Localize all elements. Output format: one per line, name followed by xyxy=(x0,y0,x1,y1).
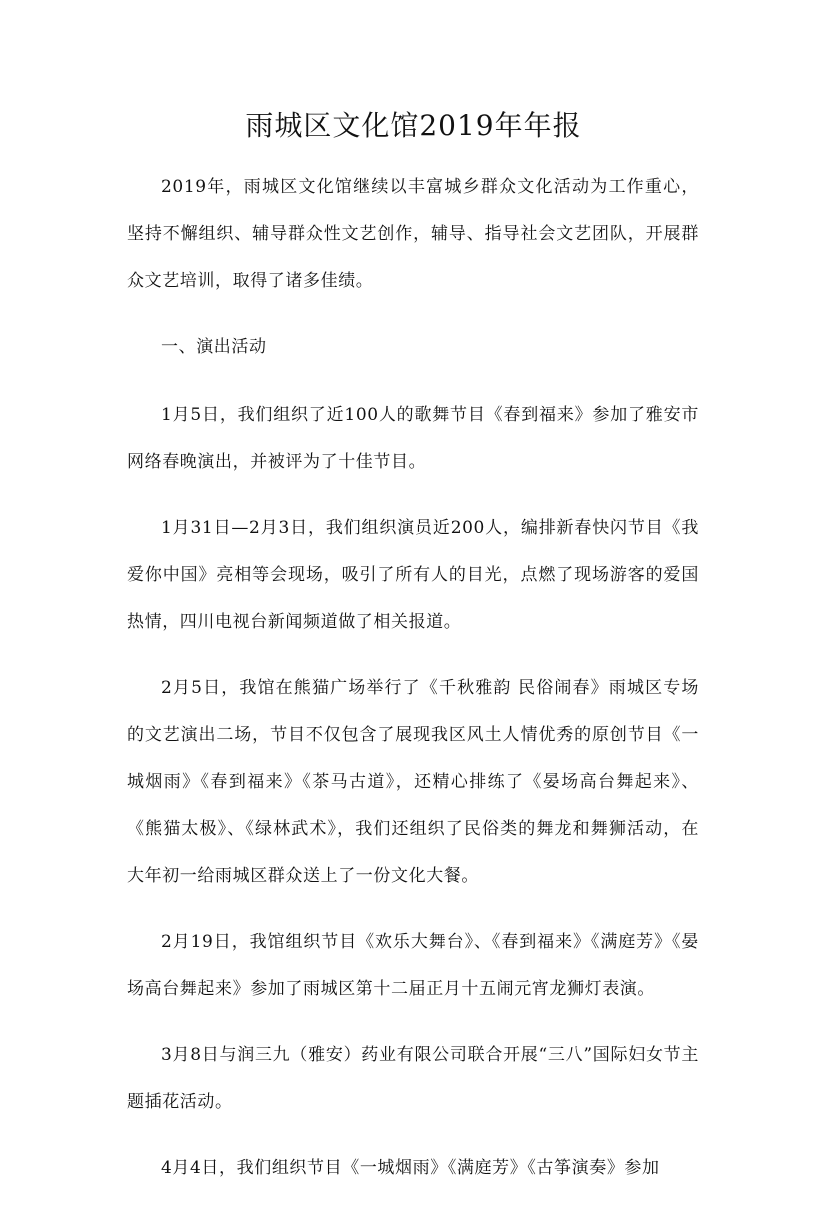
paragraph-intro: 2019年，雨城区文化馆继续以丰富城乡群众文化活动为工作重心，坚持不懈组织、辅导群众性文艺创作，辅导、指导社会文艺团队，开展群众文艺培训，取得了诸多佳绩。 xyxy=(127,177,699,291)
paragraph: 1月31日—2月3日，我们组织演员近200人，编排新春快闪节目《我爱你中国》亮相等会现场，吸引了所有人的目光，点燃了现场游客的爱国热情，四川电视台新闻频道做了相关报道。 xyxy=(127,518,699,632)
paragraph: 3月8日与润三九（雅安）药业有限公司联合开展“三八”国际妇女节主题插花活动。 xyxy=(127,1045,699,1112)
paragraph: 4月4日，我们组织节目《一城烟雨》《满庭芳》《古筝演奏》参加 xyxy=(161,1158,660,1178)
document-title: 雨城区文化馆2019年年报 xyxy=(245,109,582,142)
document-body xyxy=(127,164,699,1211)
paragraph: 1月5日，我们组织了近100人的歌舞节目《春到福来》参加了雅安市网络春晚演出，并被评为了十佳节目。 xyxy=(127,405,699,472)
paragraph: 2月5日，我馆在熊猫广场举行了《千秋雅韵 民俗闹春》雨城区专场的文艺演出二场，节目不仅包含了展现我区风土人情优秀的原创节目《一城烟雨》《春到福来》《茶马古道》，还精心排练了《晏场高台舞起来》、《熊猫太极》、《绿林武术》，我们还组织了民俗类的舞龙和舞狮活动，在大年初一给雨城区群众送上了一份文化大餐。 xyxy=(127,678,699,886)
section-heading-performances: 一、演出活动 xyxy=(161,337,267,357)
paragraph: 2月19日，我馆组织节目《欢乐大舞台》、《春到福来》《满庭芳》《晏场高台舞起来》参加了雨城区第十二届正月十五闹元宵龙狮灯表演。 xyxy=(127,932,699,999)
